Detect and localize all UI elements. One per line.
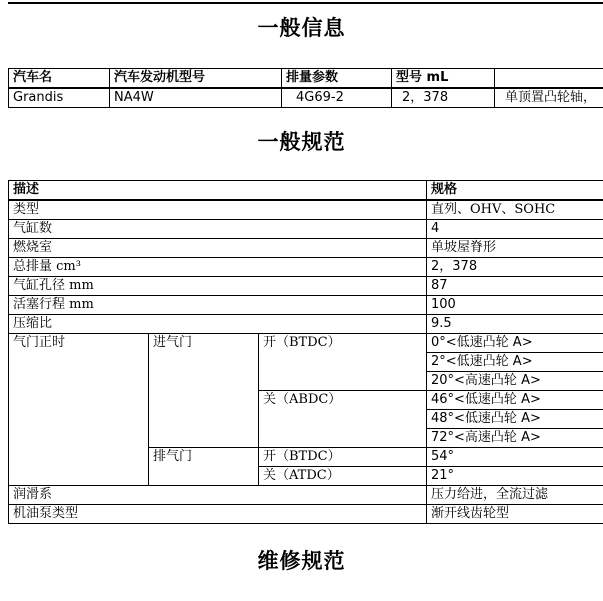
general-spec-table [8, 180, 603, 524]
lubrication-label: 润滑系 [9, 486, 427, 505]
intake-valve-label: 进气门 [149, 334, 259, 448]
row-value: 9.5 [427, 315, 603, 334]
table-row [9, 334, 603, 353]
header-description: 描述 [9, 181, 427, 201]
general-info-table [8, 68, 603, 108]
row-label: 压缩比 [9, 315, 427, 334]
table-row [9, 220, 603, 239]
table-row [9, 505, 603, 524]
service-spec-title: 维修规范 [257, 548, 346, 573]
exhaust-open-value: 54° [427, 448, 603, 467]
table-row [9, 88, 603, 108]
table-row [9, 200, 603, 220]
header-blank [495, 69, 603, 89]
intake-close-label: 关（ABDC） [259, 391, 427, 448]
oil-pump-label: 机油泵类型 [9, 505, 427, 524]
row-value: 直列、OHV、SOHC [427, 200, 603, 220]
general-info-title: 一般信息 [257, 15, 346, 40]
table-row [9, 315, 603, 334]
cell-displacement: 4G69-2 [282, 88, 392, 108]
header-spec: 规格 [427, 181, 603, 201]
row-label: 总排量 cm³ [9, 258, 427, 277]
row-label: 活塞行程 mm [9, 296, 427, 315]
intake-close-value: 48°<低速凸轮 A> [427, 410, 603, 429]
table-row [9, 296, 603, 315]
table-row [9, 277, 603, 296]
header-model-ml: 型号 mL [392, 69, 495, 89]
intake-open-value: 2°<低速凸轮 A> [427, 353, 603, 372]
intake-open-label: 开（BTDC） [259, 334, 427, 391]
row-value: 87 [427, 277, 603, 296]
cell-valvetrain: 单顶置凸轮轴， [495, 88, 603, 108]
cell-car-name: Grandis [9, 88, 110, 108]
header-car-name: 汽车名 [9, 69, 110, 89]
row-label: 气缸数 [9, 220, 427, 239]
intake-open-value: 0°<低速凸轮 A> [427, 334, 603, 353]
header-displacement: 排量参数 [282, 69, 392, 89]
table-row [9, 486, 603, 505]
top-rule [8, 2, 603, 4]
table-row [9, 258, 603, 277]
valve-timing-label: 气门正时 [9, 334, 149, 486]
row-label: 燃烧室 [9, 239, 427, 258]
row-label: 类型 [9, 200, 427, 220]
general-spec-title: 一般规范 [257, 129, 346, 154]
exhaust-close-label: 关（ATDC） [259, 467, 427, 486]
table-header-row [9, 69, 603, 89]
row-value: 单坡屋脊形 [427, 239, 603, 258]
exhaust-close-value: 21° [427, 467, 603, 486]
oil-pump-value: 渐开线齿轮型 [427, 505, 603, 524]
intake-open-value: 20°<高速凸轮 A> [427, 372, 603, 391]
cell-engine-model: NA4W [110, 88, 282, 108]
row-value: 100 [427, 296, 603, 315]
table-row [9, 239, 603, 258]
header-engine-model: 汽车发动机型号 [110, 69, 282, 89]
exhaust-open-label: 开（BTDC） [259, 448, 427, 467]
intake-close-value: 72°<高速凸轮 A> [427, 429, 603, 448]
row-value: 2，378 [427, 258, 603, 277]
table-header-row [9, 181, 603, 201]
row-value: 4 [427, 220, 603, 239]
intake-close-value: 46°<低速凸轮 A> [427, 391, 603, 410]
lubrication-value: 压力给进，全流过滤 [427, 486, 603, 505]
cell-model-ml: 2，378 [392, 88, 495, 108]
row-label: 气缸孔径 mm [9, 277, 427, 296]
exhaust-valve-label: 排气门 [149, 448, 259, 486]
